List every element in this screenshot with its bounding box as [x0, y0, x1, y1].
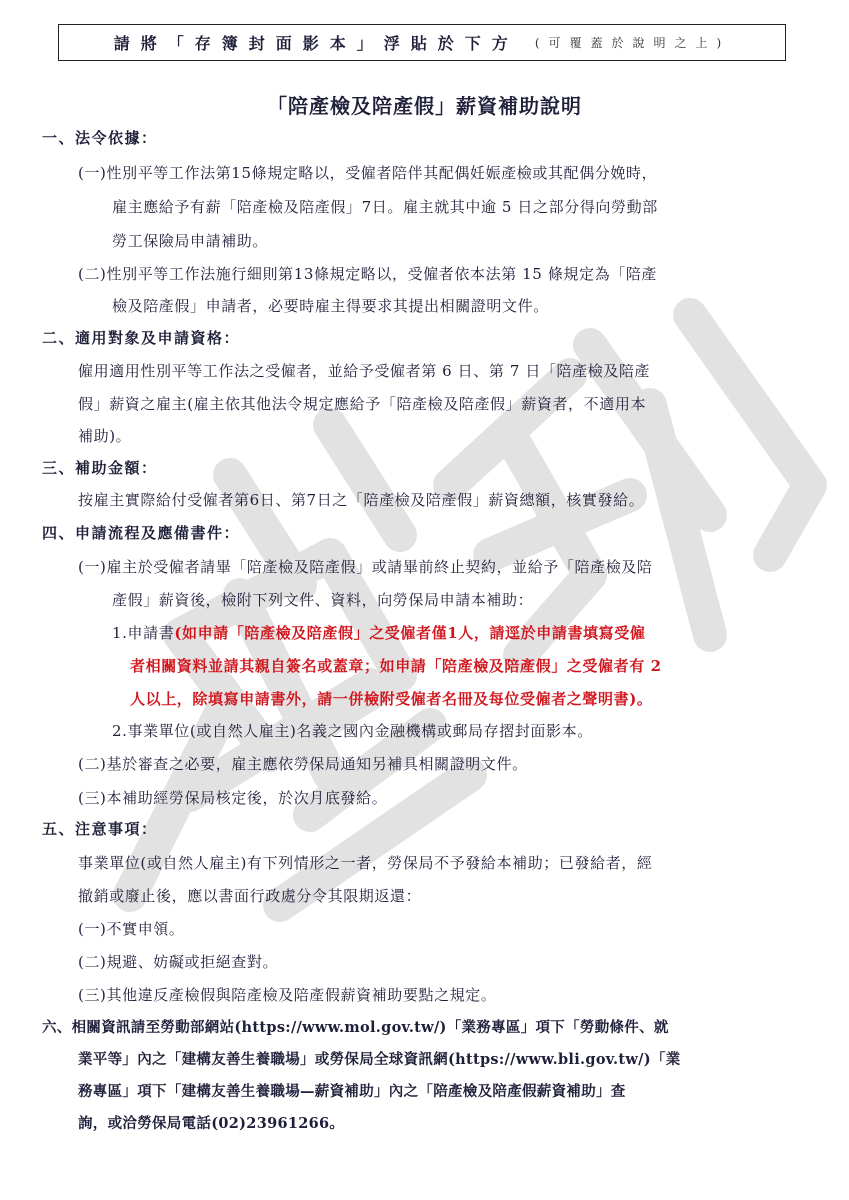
- sec5-item2: (二)規避、妨礙或拒絕查對。: [78, 953, 279, 971]
- sec6-line4: 詢，或洽勞保局電話(02)23961266。: [78, 1115, 345, 1132]
- sec1-item1-line1: (一)性別平等工作法第15條規定略以，受僱者陪伴其配偶妊娠產檢或其配偶分娩時，: [78, 164, 658, 182]
- sec2-line1: 僱用適用性別平等工作法之受僱者，並給予受僱者第 6 日、第 7 日「陪產檢及陪產: [78, 362, 651, 380]
- section-2-heading: 二、適用對象及申請資格：: [42, 329, 241, 347]
- paste-instruction-text: 請將「存簿封面影本」浮貼於下方: [113, 34, 519, 53]
- sec4-sub1-label: 1.申請書: [112, 624, 175, 642]
- sec1-item1-line2: 雇主應給予有薪「陪產檢及陪產假」7日。雇主就其中逾 5 日之部分得向勞動部: [112, 198, 658, 216]
- paste-instruction-box: [58, 24, 786, 61]
- sec4-item1-line2: 產假」薪資後，檢附下列文件、資料，向勞保局申請本補助：: [112, 591, 534, 609]
- sec5-line1: 事業單位(或自然人雇主)有下列情形之一者，勞保局不予發給本補助；已發給者，經: [78, 854, 653, 872]
- sec6-line2: 業平等」內之「建構友善生養職場」或勞保局全球資訊網(https://www.bli.gov.tw/)「業: [78, 1051, 681, 1068]
- section-1-heading: 一、法令依據：: [42, 129, 158, 147]
- paste-instruction-note: (可覆蓋於說明之上): [534, 36, 731, 50]
- sec4-sub1-line3: 人以上，除填寫申請書外，請一併檢附受僱者名冊及每位受僱者之聲明書)。: [130, 690, 653, 708]
- sec6-line3: 務專區」項下「建構友善生養職場—薪資補助」內之「陪產檢及陪產假薪資補助」查: [78, 1083, 626, 1100]
- sec3-line1: 按雇主實際給付受僱者第6日、第7日之「陪產檢及陪產假」薪資總額，核實發給。: [78, 491, 645, 509]
- sec4-sub1-line2: 者相關資料並請其親自簽名或蓋章；如申請「陪產檢及陪產假」之受僱者有 2: [130, 657, 662, 675]
- sec1-item2-line1: (二)性別平等工作法施行細則第13條規定略以，受僱者依本法第 15 條規定為「陪產: [78, 265, 658, 283]
- sec1-item2-line2: 檢及陪產假」申請者，必要時雇主得要求其提出相關證明文件。: [112, 297, 549, 315]
- sec4-item1-line1: (一)雇主於受僱者請畢「陪產檢及陪產假」或請畢前終止契約，並給予「陪產檢及陪: [78, 558, 653, 576]
- sec2-line3: 補助)。: [78, 427, 132, 445]
- sec4-sub1-emphasis-1: (如申請「陪產檢及陪產假」之受僱者僅1人，請逕於申請書填寫受僱: [174, 624, 646, 642]
- sec4-item2: (二)基於審查之必要，雇主應依勞保局通知另補具相關證明文件。: [78, 755, 528, 773]
- sec1-item1-line3: 勞工保險局申請補助。: [112, 232, 269, 250]
- document-title: 「陪產檢及陪產假」薪資補助說明: [267, 94, 582, 118]
- sec4-item3: (三)本補助經勞保局核定後，於次月底發給。: [78, 789, 388, 807]
- section-3-heading: 三、補助金額：: [42, 459, 158, 477]
- sec5-item3: (三)其他違反產檢假與陪產檢及陪產假薪資補助要點之規定。: [78, 986, 497, 1004]
- sec2-line2: 假」薪資之雇主(雇主依其他法令規定應給予「陪產檢及陪產假」薪資者，不適用本: [78, 395, 647, 413]
- sec4-sub1-line1: [112, 622, 645, 644]
- section-5-heading: 五、注意事項：: [42, 820, 158, 838]
- sec5-item1: (一)不實申領。: [78, 920, 185, 938]
- sec4-sub2: 2.事業單位(或自然人雇主)名義之國內金融機構或郵局存摺封面影本。: [112, 722, 593, 740]
- sec6-line1: 六、相關資訊請至勞動部網站(https://www.mol.gov.tw/)「業務專區」項下「勞動條件、就: [42, 1019, 669, 1036]
- sec5-line2: 撤銷或廢止後，應以書面行政處分令其限期返還：: [78, 887, 422, 905]
- section-4-heading: 四、申請流程及應備書件：: [42, 524, 241, 542]
